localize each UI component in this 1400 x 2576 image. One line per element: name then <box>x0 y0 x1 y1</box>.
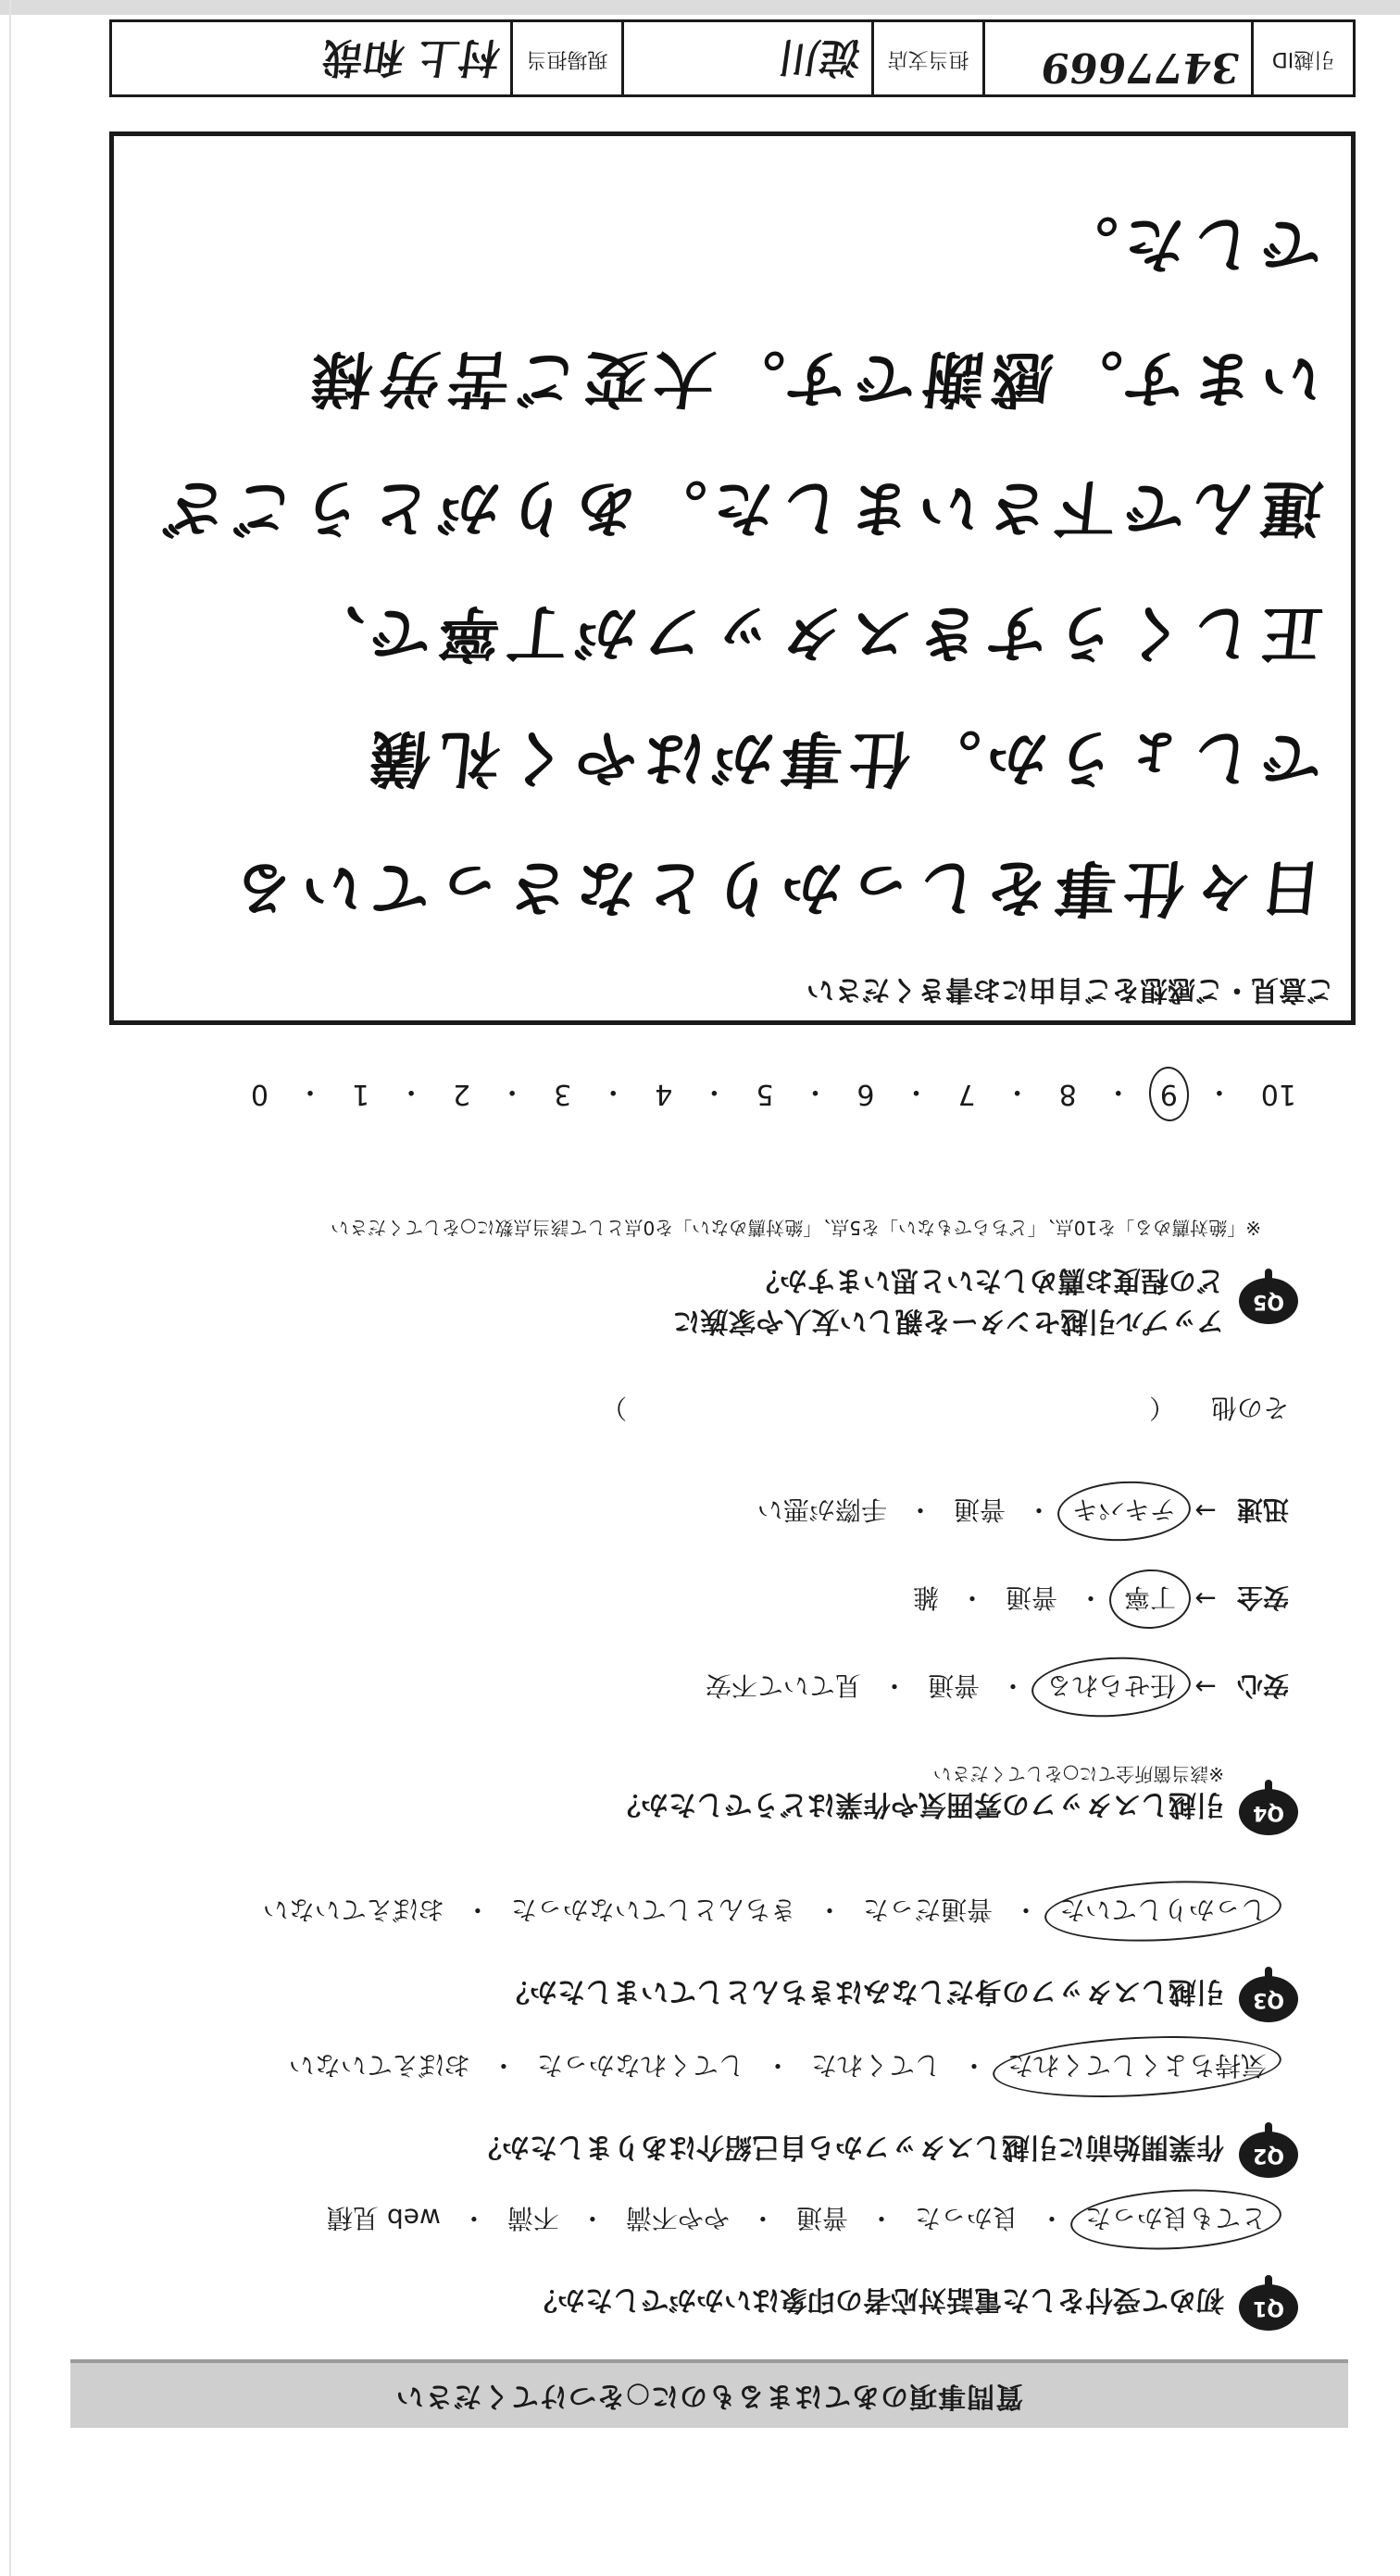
q1-option-1[interactable]: とても良かった <box>1083 2201 1269 2238</box>
footer-branch-value-cell[interactable] <box>621 22 871 94</box>
footer-manager-value: 村上 和哉 <box>319 33 504 81</box>
footer-id-label-cell <box>1251 22 1353 94</box>
q1-option-4[interactable]: やや不満 <box>625 2203 730 2233</box>
q4-row-label: 迅速 <box>1236 1494 1289 1525</box>
comment-line: 正しくうすきスタッフが丁寧で、 <box>291 597 1326 669</box>
q5-score-9[interactable]: 9 <box>1159 1078 1178 1111</box>
comment-line: でしょうか。仕事がはやく礼儀 <box>358 722 1326 794</box>
question-q1 <box>76 2192 1298 2331</box>
q1-option-5[interactable]: 不満 <box>506 2203 559 2233</box>
q4-row-anzen: 安全 → 丁寧 ・ 普通 ・ 雑 <box>911 1581 1289 1618</box>
q4-anshin-option-1[interactable]: 任せられる <box>1044 1669 1178 1706</box>
q5-score-5[interactable]: 5 <box>756 1078 774 1111</box>
comment-box[interactable] <box>109 131 1356 1025</box>
q5-score-4[interactable]: 4 <box>655 1078 673 1111</box>
q1-options: とても良かった ・ 良かった ・ 普通 ・ やや不満 ・ 不満 ・ web 見積 <box>325 2201 1269 2238</box>
q1-text: 初めて受付をした電話対応者の印象はいかがでしたか？ <box>530 2283 1224 2316</box>
q3-text: 引越しスタッフの身だしなみはきちんとしていましたか？ <box>502 1975 1224 2007</box>
q4-anzen-option-1[interactable]: 丁寧 <box>1122 1581 1178 1618</box>
q5-text-line2: どの程度お薦めしたいと思いますか？ <box>752 1264 1224 1296</box>
q4-anshin-option-3[interactable]: 見ていて不安 <box>705 1670 861 1701</box>
comment-line: 運んで下さいました。ありがとうござ <box>153 472 1326 544</box>
q4-other-row <box>601 1391 1289 1428</box>
footer-branch-label-cell <box>871 22 982 94</box>
q3-option-3[interactable]: きちんとしていなかった <box>510 1894 796 1925</box>
q4-jinsoku-option-1[interactable]: テキパキ <box>1070 1493 1178 1530</box>
q1-option-2[interactable]: 良かった <box>914 2203 1019 2233</box>
q3-options: しっかりしていた ・ 普通だった ・ きちんとしていなかった ・ おぼえていない <box>261 1893 1269 1930</box>
q4-note: ※該当箇所全てに○をしてください <box>932 1763 1224 1785</box>
comment-line: でした。 <box>1044 208 1326 281</box>
question-q3 <box>76 1883 1298 2022</box>
q3-option-4[interactable]: おぼえていない <box>262 1894 444 1925</box>
question-q5 <box>76 1159 1298 1344</box>
question-q4 <box>76 1706 1298 1835</box>
q4-row-anshin: 安心 → 任せられる ・ 普通 ・ 見ていて不安 <box>704 1669 1289 1706</box>
footer-branch-value: 淀川 <box>776 33 865 81</box>
instruction-text: 質問事項のあてはまるものに○をつけてください <box>394 2380 1024 2412</box>
q5-score-8[interactable]: 8 <box>1058 1078 1077 1111</box>
q2-option-4[interactable]: おぼえていない <box>288 2050 470 2081</box>
q1-option-3[interactable]: 普通 <box>795 2203 848 2233</box>
q5-scale: 10 ・ 9 ・ 8 ・ 7 ・ 6 ・ 5 ・ 4 ・ 3 ・ 2 ・ 1 ・ 0 <box>250 1075 1296 1111</box>
q3-option-1[interactable]: しっかりしていた <box>1057 1893 1269 1930</box>
footer-table <box>109 19 1356 97</box>
q4-badge: Q4 <box>1239 1789 1298 1835</box>
q4-text: 引越しスタッフの雰囲気や作業はどうでしたか？ <box>613 1788 1224 1820</box>
q5-note: ※「絶対薦める」を10点、「どちらでもない」を5点、「絶対薦めない」を0点として該当点数に○をしてください <box>331 1217 1261 1239</box>
footer-manager-value-cell[interactable] <box>112 22 510 94</box>
q1-option-6[interactable]: web 見積 <box>327 2203 441 2233</box>
q5-badge: Q5 <box>1239 1278 1298 1324</box>
q2-option-1[interactable]: 気持ちよくしてくれた <box>1006 2048 1269 2085</box>
q5-score-0[interactable]: 0 <box>250 1078 269 1111</box>
q4-anzen-option-3[interactable]: 雑 <box>912 1582 939 1613</box>
footer-manager-label-cell <box>510 22 621 94</box>
question-q2 <box>76 2039 1298 2178</box>
q4-anshin-option-2[interactable]: 普通 <box>927 1670 980 1701</box>
q2-text: 作業開始前に引越しスタッフから自己紹介はありましたか？ <box>474 2131 1224 2163</box>
q2-option-2[interactable]: してくれた <box>810 2050 941 2081</box>
q4-row-label: 安心 <box>1236 1670 1289 1701</box>
q4-other-close: ） <box>601 1393 628 1423</box>
q5-score-3[interactable]: 3 <box>554 1078 572 1111</box>
arrow-right-icon: → <box>1194 1671 1217 1703</box>
comment-line: 日々仕事をしっかりとなさっている <box>221 852 1326 924</box>
q5-score-2[interactable]: 2 <box>453 1078 471 1111</box>
arrow-right-icon: → <box>1194 1583 1217 1615</box>
q3-option-2[interactable]: 普通だった <box>862 1894 993 1925</box>
q3-badge: Q3 <box>1239 1976 1298 2022</box>
q4-row-jinsoku: 迅速 → テキパキ ・ 普通 ・ 手際が悪い <box>756 1493 1289 1530</box>
footer-id-label: 引越ID <box>1271 47 1335 70</box>
q4-other-open: （ <box>1149 1393 1176 1423</box>
q5-score-7[interactable]: 7 <box>957 1078 976 1111</box>
q5-score-6[interactable]: 6 <box>856 1078 875 1111</box>
scan-edge <box>0 0 1400 15</box>
q4-other-field[interactable] <box>601 1391 1175 1428</box>
comment-heading: ご意見・ご感想をご自由にお書きください <box>806 973 1334 1006</box>
q4-row-label: 安全 <box>1236 1582 1289 1613</box>
q4-anzen-option-2[interactable]: 普通 <box>1005 1582 1057 1613</box>
q2-options: 気持ちよくしてくれた ・ してくれた ・ してくれなかった ・ おぼえていない <box>287 2048 1269 2085</box>
instruction-bar <box>70 2359 1348 2428</box>
q4-other-label: その他 <box>1210 1393 1289 1423</box>
q2-badge: Q2 <box>1239 2132 1298 2178</box>
comment-line: います。感謝です。大変ご苦労様 <box>300 343 1326 415</box>
footer-id-value-cell[interactable] <box>982 22 1251 94</box>
scan-edge-line <box>9 0 11 2576</box>
footer-manager-label: 現場担当 <box>526 47 608 70</box>
footer-branch-label: 担当支店 <box>887 47 969 70</box>
q1-badge: Q1 <box>1239 2284 1298 2331</box>
q2-option-3[interactable]: してくれなかった <box>536 2050 744 2081</box>
q4-jinsoku-option-2[interactable]: 普通 <box>953 1494 1006 1525</box>
q5-text-line1: アップル引越センターを親しい友人や家族に <box>672 1305 1224 1337</box>
footer-id-value: 3477669 <box>1038 44 1244 91</box>
arrow-right-icon: → <box>1194 1495 1217 1527</box>
q5-score-1[interactable]: 1 <box>351 1078 370 1111</box>
q5-score-10[interactable]: 10 <box>1260 1078 1296 1111</box>
q4-jinsoku-option-3[interactable]: 手際が悪い <box>756 1494 887 1525</box>
